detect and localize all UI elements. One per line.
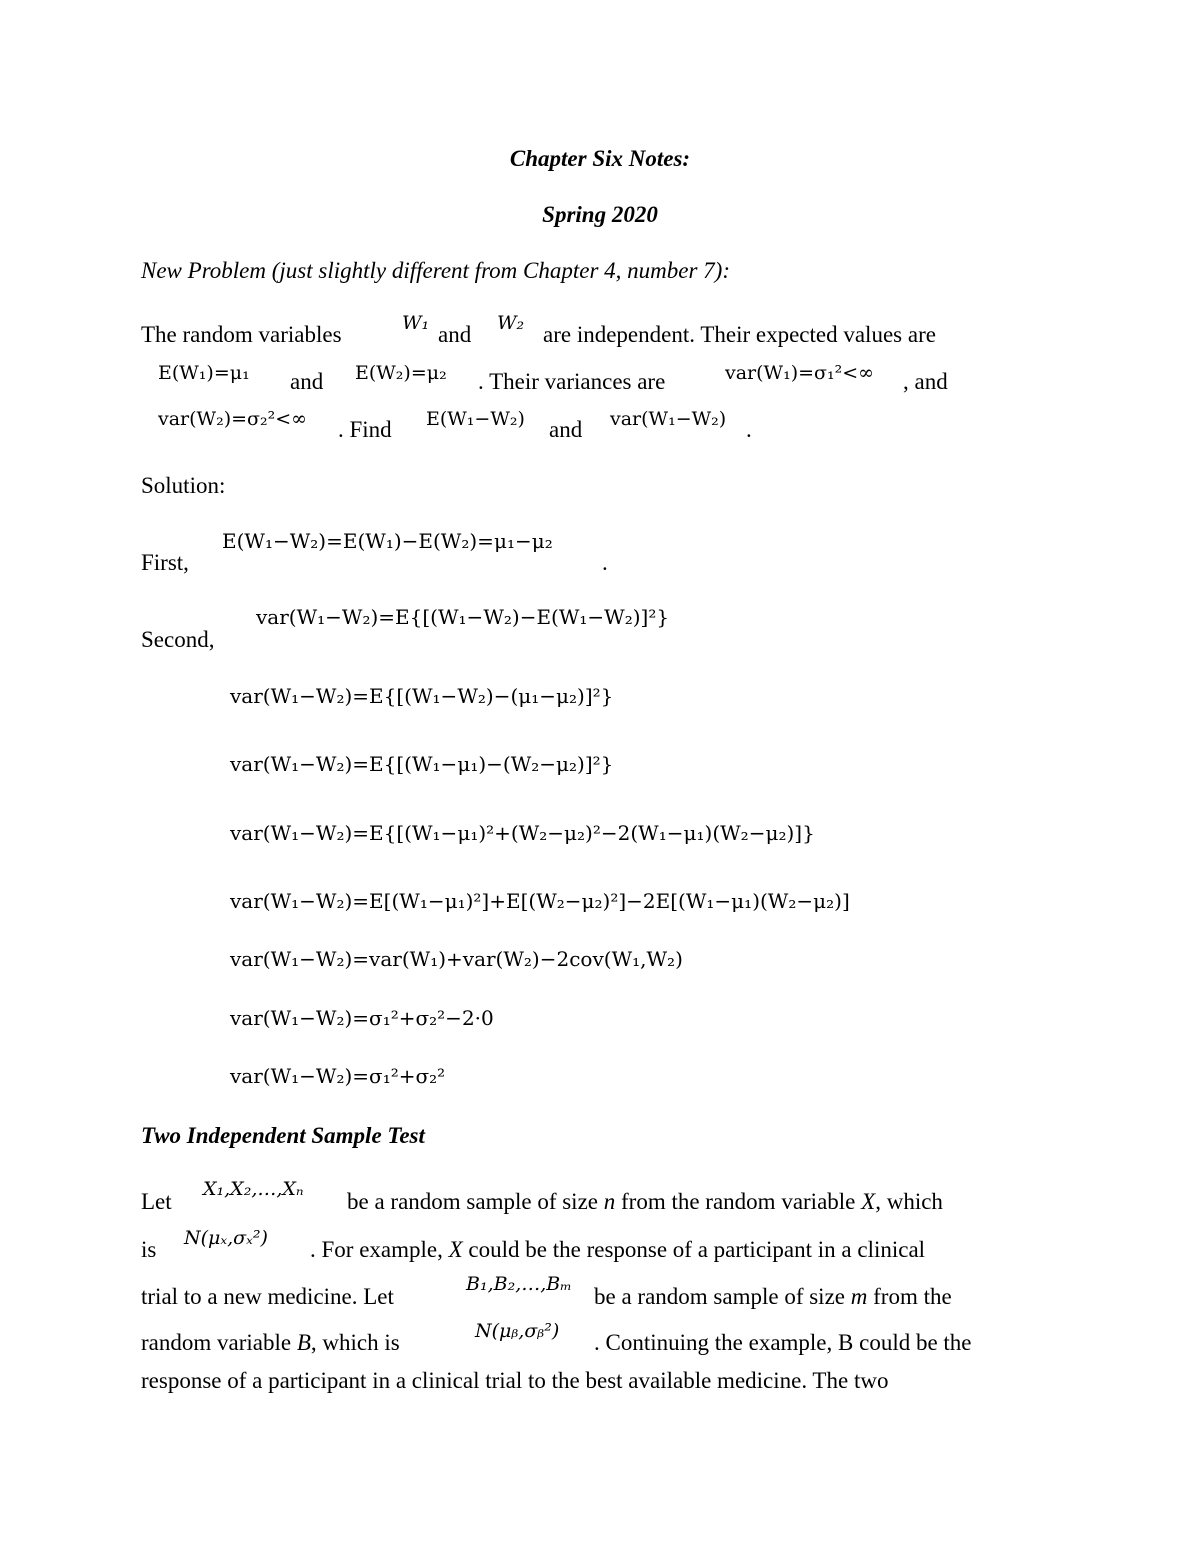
solution-step-1: var(W₁−W₂)=E{[(W₁−W₂)−(μ₁−μ₂)]²} xyxy=(230,684,614,708)
solution-first-equation: E(W₁−W₂)=E(W₁)−E(W₂)=μ₁−μ₂ xyxy=(222,529,553,553)
para-line5: response of a participant in a clinical trial to the best available medicine. The two xyxy=(141,1368,889,1393)
math-normal-b xyxy=(475,1320,559,1342)
para-line1-c-text: , which xyxy=(875,1189,943,1214)
problem-intro: New Problem (just slightly different from Chapter 4, number 7): xyxy=(141,258,731,283)
para-line4-b-text: , which is xyxy=(310,1330,400,1355)
para-line3-c-text: be a random sample of size xyxy=(594,1284,845,1309)
solution-second-label: Second, xyxy=(141,627,215,652)
problem-line1-text-a: The random variables xyxy=(141,322,342,347)
para-line2-b-text: could be the response of a participant in a clinical xyxy=(468,1237,926,1262)
var-n: n xyxy=(603,1189,616,1214)
math-e-w2: E(W₂)=μ₂ xyxy=(355,362,447,384)
var-b: B xyxy=(296,1330,311,1355)
para-line2-is: is xyxy=(141,1237,157,1262)
solution-step-5: var(W₁−W₂)=var(W₁)+var(W₂)−2cov(W₁,W₂) xyxy=(230,947,683,971)
problem-line3-and: and xyxy=(549,417,583,442)
math-x-sample xyxy=(203,1178,304,1200)
math-w1-text: W₁ xyxy=(402,312,430,334)
para-line1-b-text: from the random variable xyxy=(621,1189,856,1214)
var-x-2: X xyxy=(448,1237,463,1262)
para-line3-b xyxy=(594,1283,952,1311)
section-heading: Two Independent Sample Test xyxy=(141,1123,425,1148)
problem-line3-end: . xyxy=(746,417,752,442)
problem-line2-text-c: , and xyxy=(903,369,948,394)
para-line4-c: . Continuing the example, B could be the xyxy=(594,1330,972,1355)
para-line4-a-text: random variable xyxy=(141,1330,292,1355)
para-line1-let: Let xyxy=(141,1189,172,1214)
para-line2-a xyxy=(310,1236,925,1264)
math-var-w2: var(W₂)=σ₂²<∞ xyxy=(158,408,307,430)
math-b-sample xyxy=(466,1273,572,1295)
problem-line2-and: and xyxy=(290,369,324,394)
math-w2 xyxy=(497,312,524,334)
page-subtitle: Spring 2020 xyxy=(542,202,658,227)
math-e-diff: E(W₁−W₂) xyxy=(426,408,525,430)
para-line1-a-text: be a random sample of size xyxy=(347,1189,598,1214)
solution-step-3: var(W₁−W₂)=E{[(W₁−μ₁)²+(W₂−μ₂)²−2(W₁−μ₁)(W₂−μ₂)]} xyxy=(230,821,815,845)
para-line4-a xyxy=(141,1329,400,1357)
math-normal-b-text: N(μᵦ,σᵦ²) xyxy=(475,1320,560,1342)
math-var-diff: var(W₁−W₂) xyxy=(610,408,727,430)
math-var-w1: var(W₁)=σ₁²<∞ xyxy=(725,362,874,384)
page-title: Chapter Six Notes: xyxy=(509,146,691,171)
math-b-sample-text: B₁,B₂,…,Bₘ xyxy=(466,1273,572,1295)
math-w1 xyxy=(402,312,429,334)
solution-second-equation: var(W₁−W₂)=E{[(W₁−W₂)−E(W₁−W₂)]²} xyxy=(256,605,670,629)
math-x-sample-text: X₁,X₂,…,Xₙ xyxy=(203,1178,304,1200)
solution-first-end: . xyxy=(602,550,608,575)
problem-line1-and: and xyxy=(438,322,472,347)
math-normal-x xyxy=(184,1227,268,1249)
para-line1-a xyxy=(347,1188,943,1216)
solution-step-4: var(W₁−W₂)=E[(W₁−μ₁)²]+E[(W₂−μ₂)²]−2E[(W₁−μ₁)(W₂−μ₂)] xyxy=(230,889,850,913)
math-normal-x-text: N(μₓ,σₓ²) xyxy=(184,1227,268,1249)
math-w2-text: W₂ xyxy=(497,312,525,334)
var-x: X xyxy=(861,1189,876,1214)
problem-line3-find: . Find xyxy=(338,417,392,442)
solution-step-2: var(W₁−W₂)=E{[(W₁−μ₁)−(W₂−μ₂)]²} xyxy=(230,752,614,776)
solution-first-label: First, xyxy=(141,550,189,575)
para-line3-a: trial to a new medicine. Let xyxy=(141,1284,394,1309)
var-m: m xyxy=(850,1284,868,1309)
para-line2-a-text: . For example, xyxy=(310,1237,443,1262)
para-line3-d-text: from the xyxy=(873,1284,952,1309)
solution-step-7: var(W₁−W₂)=σ₁²+σ₂² xyxy=(230,1064,446,1088)
math-e-w1: E(W₁)=μ₁ xyxy=(158,362,250,384)
solution-label: Solution: xyxy=(141,473,226,498)
solution-step-6: var(W₁−W₂)=σ₁²+σ₂²−2·0 xyxy=(230,1006,494,1030)
problem-line1-text-b: are independent. Their expected values are xyxy=(543,322,936,347)
problem-line2-text-b: . Their variances are xyxy=(478,369,666,394)
